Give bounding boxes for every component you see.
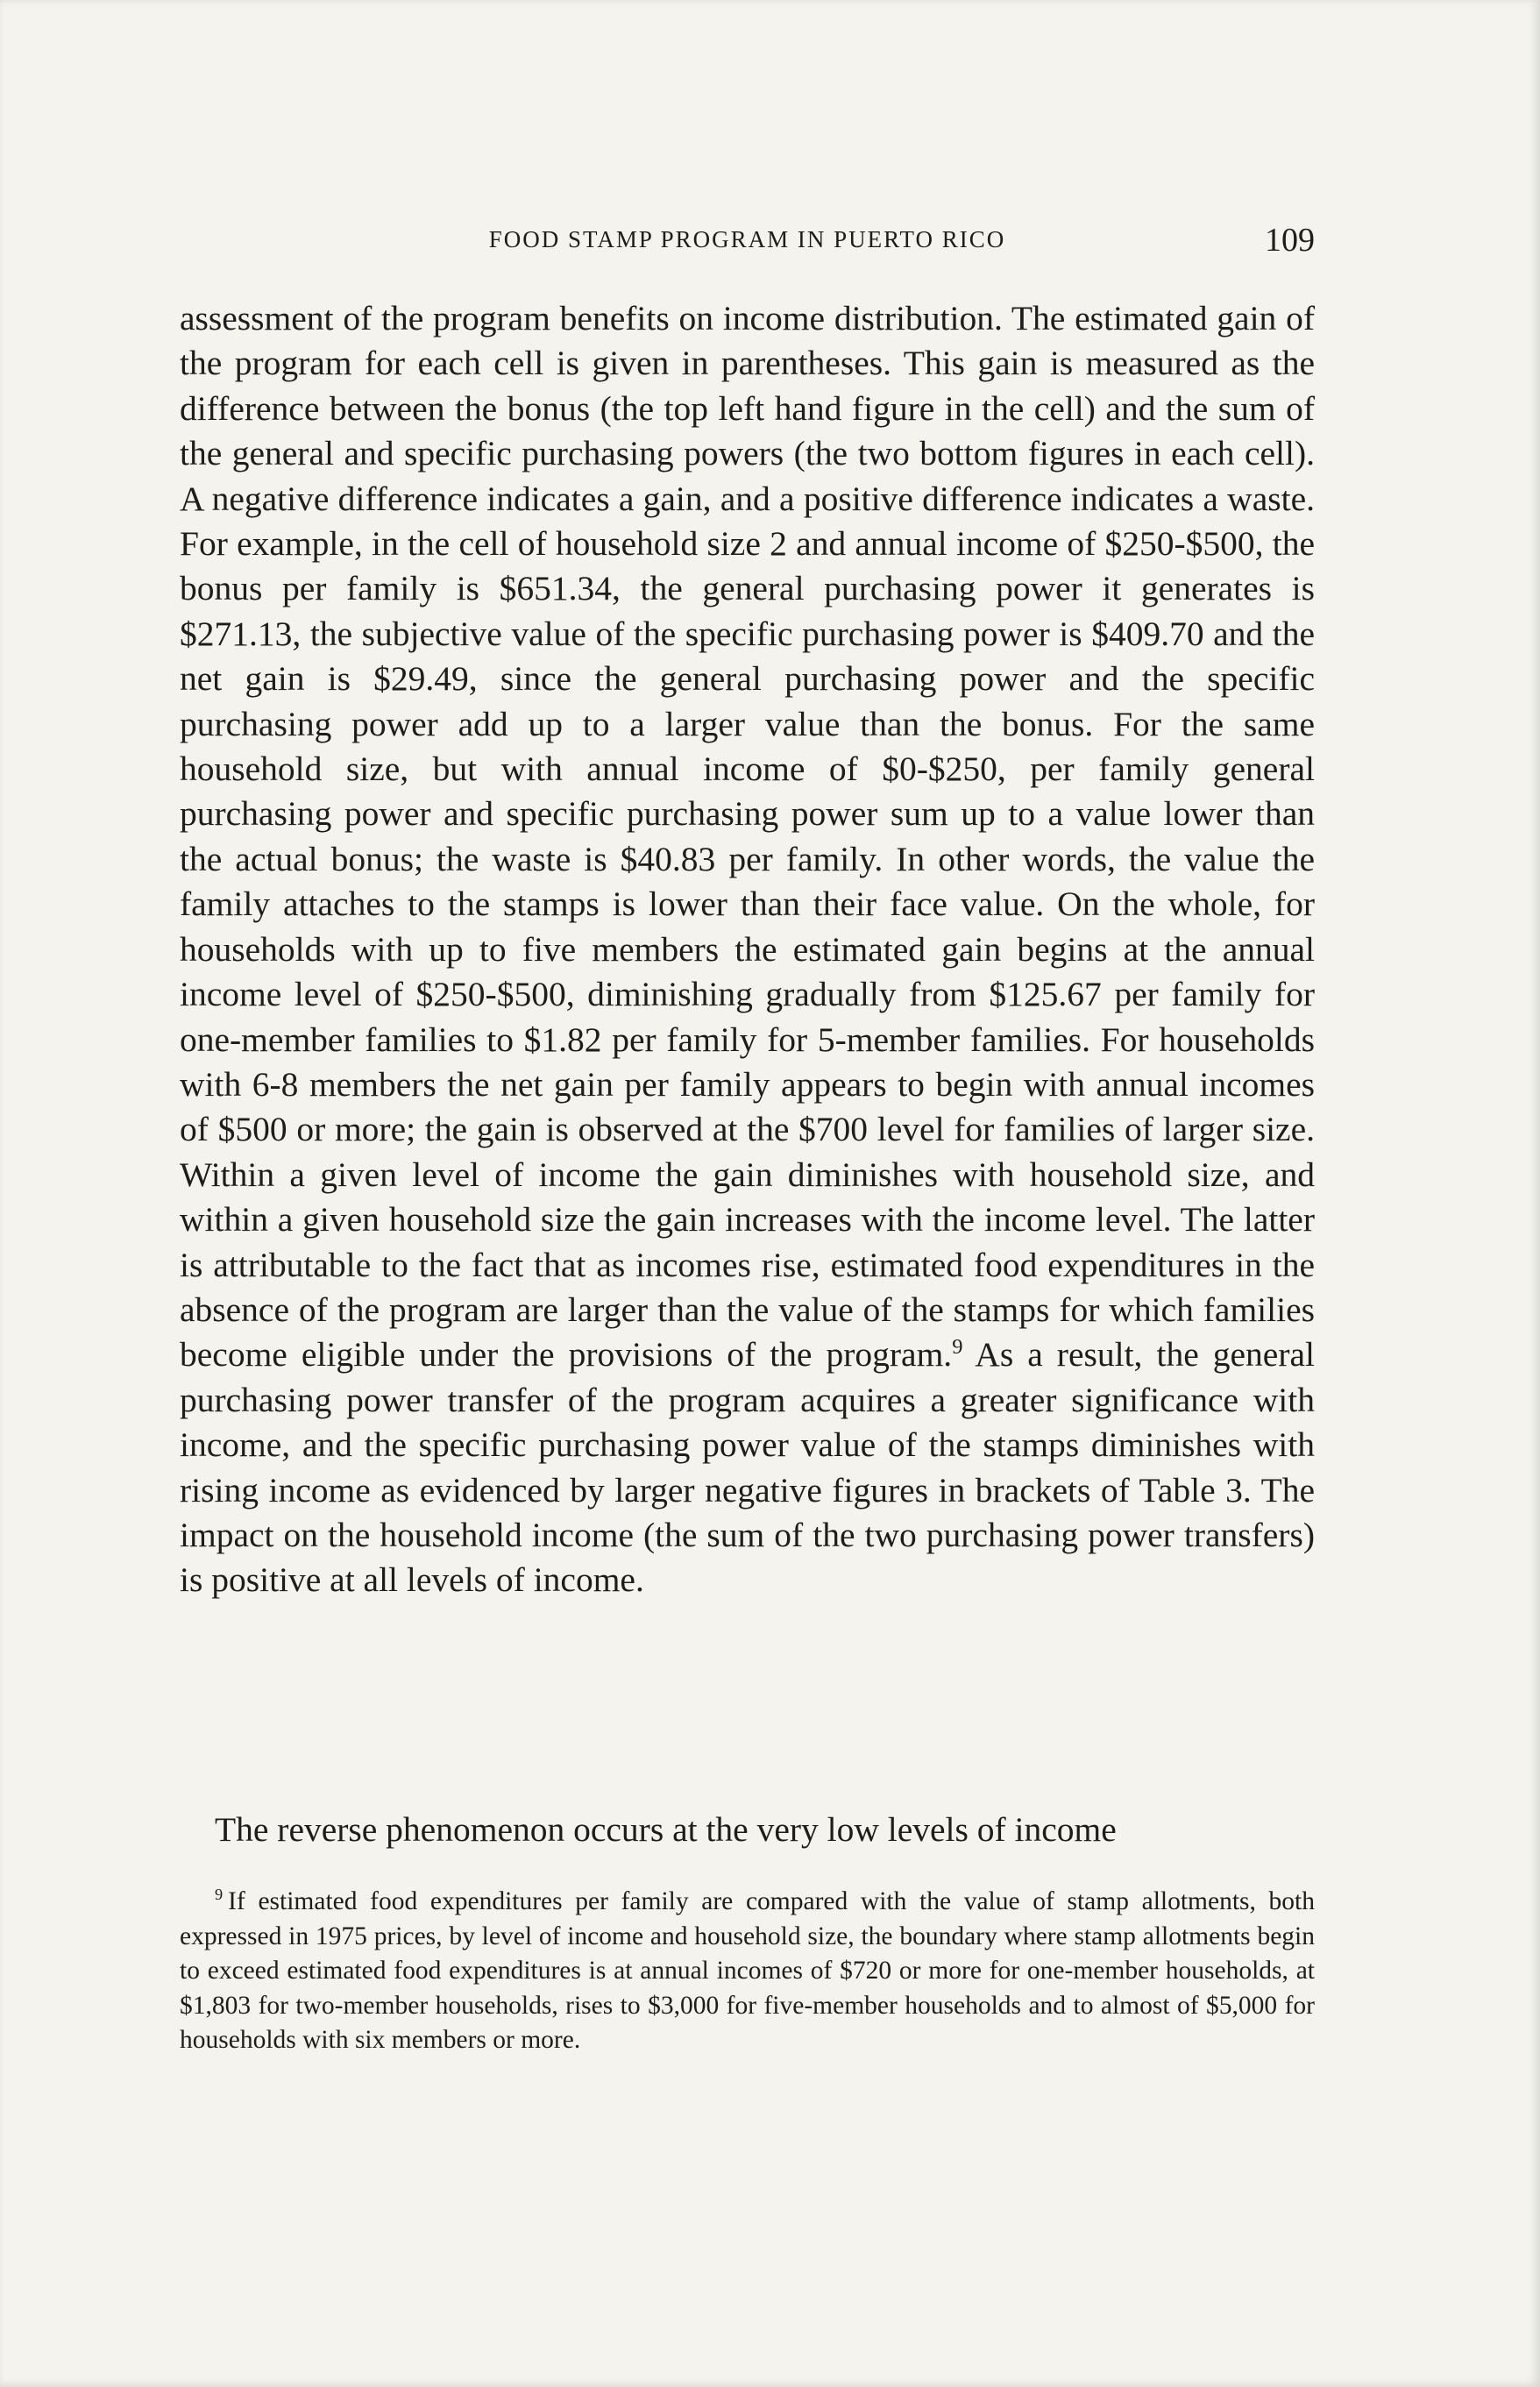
footnote xyxy=(180,1885,1315,2058)
paragraph xyxy=(180,296,1315,1603)
page-header xyxy=(180,221,1315,265)
body-text xyxy=(180,296,1315,1603)
paragraph: The reverse phenomenon occurs at the very low levels of income xyxy=(215,1810,1117,1849)
footnote-text: If estimated food expenditures per family are compared with the value of stamp allotments, both expressed in 1975 prices, by level of income and household size, the boundary where stamp allotments begin to exceed estimated food expenditures is at annual incomes of $720 or more for one-member households, at $1,803 for two-member households, rises to $3,000 for five-member households and to almost of $5,000 for households with six members or more. xyxy=(180,1887,1315,2055)
paragraph-text: assessment of the program benefits on income distribution. The estimated gain of the program for each cell is given in parentheses. This gain is measured as the difference between the bonus (the top left hand figure in the cell) and the sum of the general and specific purchasing powers (the two bottom figures in each cell). A negative difference indicates a gain, and a positive difference indicates a waste. For example, in the cell of household size 2 and annual income of $250-$500, the bonus per family is $651.34, the general purchasing power it generates is $271.13, the subjective value of the specific purchasing power is $409.70 and the net gain is $29.49, since the general purchasing power and the specific purchasing power add up to a larger value than the bonus. For the same household size, but with annual income of $0-$250, per family general purchasing power and specific purchasing power sum up to a value lower than the actual bonus; the waste is $40.83 per family. In other words, the value the family attaches to the stamps is lower than their face value. On the whole, for households with up to five members the estimated gain begins at the annual income level of $250-$500, diminishing gradually from $125.67 per family for one-member families to $1.82 per family for 5-member families. For households with 6-8 members the net gain per family appears to begin with annual incomes of $500 or more; the gain is observed at the $700 level for families of larger size. Within a given level of income the gain diminishes with household size, and within a given household size the gain increases with the income level. The latter is attributable to the fact that as incomes rise, estimated food expenditures in the absence of the program are larger than the value of the stamps for which families become eligible under the provisions of the program. xyxy=(180,299,1315,1375)
paragraph-text-continued: As a result, the general purchasing power transfer of the program acquires a greater significance with income, and the specific purchasing power value of the stamps diminishes with rising income as evidenced by larger negative figures in brackets of Table 3. The impact on the household income (the sum of the two purchasing power transfers) is positive at all levels of income. xyxy=(180,1335,1315,1600)
footnote-mark: 9 xyxy=(215,1886,224,1904)
page-number: 109 xyxy=(1265,222,1315,259)
footnote-reference: 9 xyxy=(952,1335,963,1360)
running-head: FOOD STAMP PROGRAM IN PUERTO RICO xyxy=(488,226,1006,252)
